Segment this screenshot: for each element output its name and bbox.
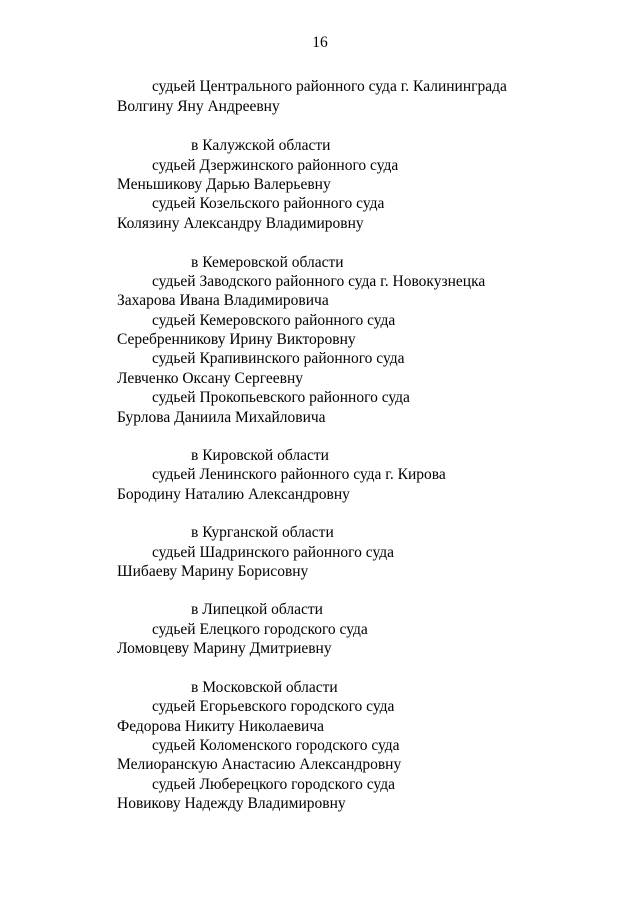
region-heading: в Липецкой области [191,601,323,618]
court-appointment-line: судьей Егорьевского городского суда [152,698,395,715]
judge-name-line: Ломовцеву Марину Дмитриевну [117,640,332,657]
judge-name-line: Федорова Никиту Николаевича [117,718,324,735]
judge-name-line: Захарова Ивана Владимировича [117,292,329,309]
court-appointment-line: судьей Дзержинского районного суда [152,157,399,174]
court-appointment-line: судьей Коломенского городского суда [152,737,400,754]
court-appointment-line: судьей Люберецкого городского суда [152,776,395,793]
judge-name-line: Шибаеву Марину Борисовну [117,563,309,580]
region-heading: в Курганской области [191,524,334,541]
court-appointment-line: судьей Елецкого городского суда [152,621,368,638]
page-number: 16 [312,34,328,51]
region-heading: в Кировской области [191,447,329,464]
court-appointment-line: судьей Заводского районного суда г. Новокузнецка [152,273,486,290]
judge-name-line: Новикову Надежду Владимировну [117,795,346,812]
judge-name-line: Волгину Яну Андреевну [117,98,280,115]
region-heading: в Калужской области [191,137,331,154]
court-appointment-line: судьей Крапивинского районного суда [152,350,405,367]
judge-name-line: Меньшикову Дарью Валерьевну [117,176,331,193]
court-appointment-line: судьей Прокопьевского районного суда [152,389,410,406]
court-appointment-line: судьей Ленинского районного суда г. Кирова [152,466,446,483]
region-heading: в Кемеровской области [191,254,344,271]
court-appointment-line: судьей Кемеровского районного суда [152,312,396,329]
court-appointment-line: судьей Козельского районного суда [152,195,385,212]
judge-name-line: Серебренникову Ирину Викторовну [117,331,356,348]
judge-name-line: Мелиоранскую Анастасию Александровну [117,756,402,773]
judge-name-line: Колязину Александру Владимировну [117,215,364,232]
judge-name-line: Левченко Оксану Сергеевну [117,370,303,387]
judge-name-line: Бородину Наталию Александровну [117,486,350,503]
judge-name-line: Бурлова Даниила Михайловича [117,409,326,426]
court-appointment-line: судьей Центрального районного суда г. Калининграда [152,78,507,95]
court-appointment-line: судьей Шадринского районного суда [152,544,394,561]
region-heading: в Московской области [191,679,338,696]
